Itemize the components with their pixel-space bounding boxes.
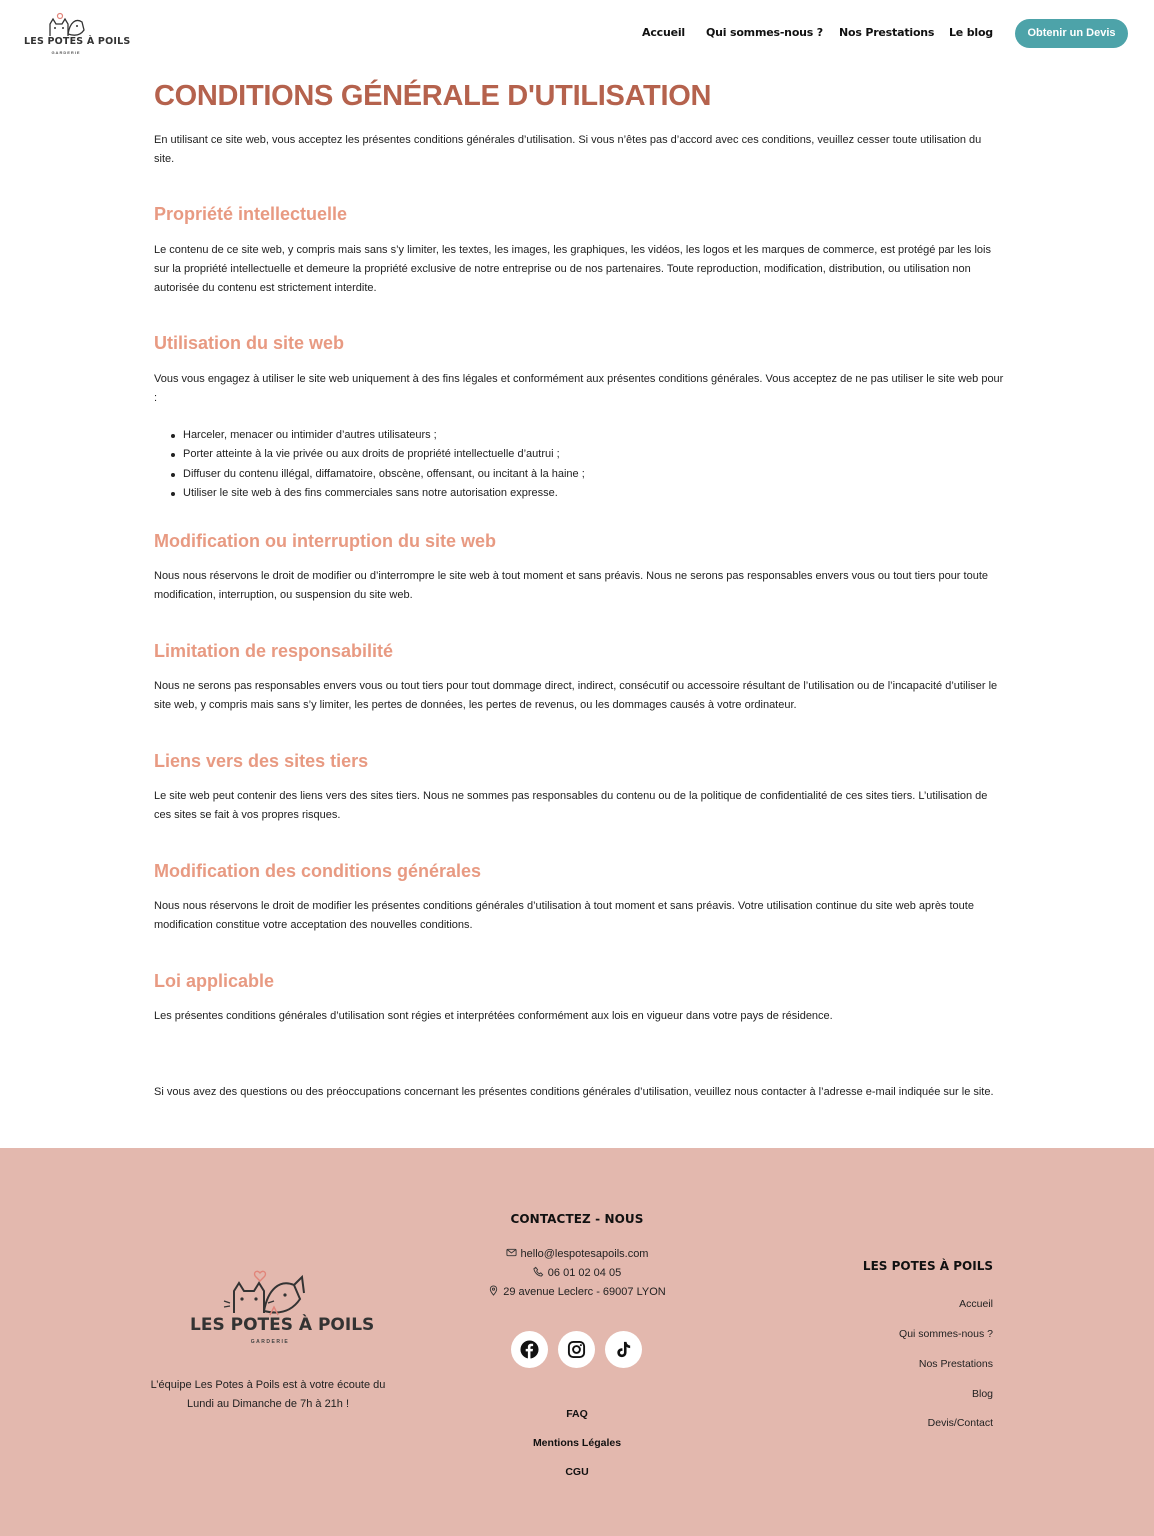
intro-paragraph: En utilisant ce site web, vous acceptez les présentes conditions générales d’utilisation. Si vous n’êtes pas d’accord avec ces conditions, veuillez cesser toute utilisation du site. bbox=[154, 134, 982, 165]
site-header bbox=[0, 0, 1154, 70]
main-content bbox=[154, 78, 1004, 114]
section-paragraph: Vous vous engagez à utiliser le site web uniquement à des fins légales et conformément aux présentes conditions générales. Vous acceptez de ne pas utiliser le site web pour : bbox=[154, 373, 1004, 404]
nav-nos-prestations[interactable]: Nos Prestations bbox=[839, 26, 935, 39]
section-paragraph: Nous ne serons pas responsables envers vous ou tout tiers pour tout dommage direct, indirect, consécutif ou accessoire résultant de l’utilisation ou de l’incapacité d’utiliser le site web, y compris mais sans s’y limiter, les pertes de données, les pertes de revenus, ou les dommages causés à votre ordinateur. bbox=[154, 680, 998, 711]
footer-link-faq[interactable]: FAQ bbox=[566, 1408, 588, 1420]
section-heading: Modification ou interruption du site web bbox=[154, 531, 496, 551]
contact-title: CONTACTEZ - NOUS bbox=[510, 1212, 644, 1226]
section-paragraph: Le site web peut contenir des liens vers des sites tiers. Nous ne sommes pas responsables du contenu ou de la politique de confidentialité de ces sites tiers. L’utilisation de ces sites se fait à vos propres risques. bbox=[154, 790, 988, 821]
contact-email[interactable] bbox=[427, 1247, 727, 1260]
nav-qui-sommes-nous[interactable]: Qui sommes-nous ? bbox=[706, 26, 823, 39]
page-title: CONDITIONS GÉNÉRALE D'UTILISATION bbox=[154, 80, 712, 112]
footer-link-cgu[interactable]: CGU bbox=[565, 1466, 589, 1478]
section-heading: Limitation de responsabilité bbox=[154, 641, 394, 661]
list-item: Harceler, menacer ou intimider d’autres utilisateurs ; bbox=[183, 426, 1003, 445]
footer-link-blog[interactable]: Blog bbox=[971, 1388, 993, 1400]
nav-accueil[interactable]: Accueil bbox=[642, 26, 685, 39]
contact-address-text: 29 avenue Leclerc - 69007 LYON bbox=[503, 1286, 666, 1298]
footer-logo-subtitle: GARDERIE bbox=[250, 1339, 290, 1345]
section-heading: Utilisation du site web bbox=[154, 333, 345, 353]
contact-phone-text: 06 01 02 04 05 bbox=[547, 1267, 622, 1279]
section-paragraph: Les présentes conditions générales d’utilisation sont régies et interprétées conformément aux lois en vigueur dans votre pays de résidence. bbox=[154, 1010, 833, 1022]
bullet-list bbox=[183, 426, 1003, 503]
footer-link-mentions-legales[interactable]: Mentions Légales bbox=[532, 1437, 622, 1449]
mail-icon bbox=[506, 1247, 517, 1258]
quote-button[interactable]: Obtenir un Devis bbox=[1015, 19, 1128, 48]
facebook-icon bbox=[520, 1340, 539, 1359]
footer-right-title: LES POTES À POILS bbox=[862, 1259, 993, 1273]
footer-link-devis-contact[interactable]: Devis/Contact bbox=[927, 1417, 993, 1429]
section-heading: Liens vers des sites tiers bbox=[154, 751, 369, 771]
tiktok-icon bbox=[614, 1340, 633, 1359]
logo-subtitle: GARDERIE bbox=[51, 50, 81, 55]
tiktok-link[interactable] bbox=[605, 1331, 642, 1368]
logo-text: LES POTES À POILS bbox=[24, 36, 131, 47]
footer-logo[interactable] bbox=[190, 1263, 375, 1353]
section-paragraph: Le contenu de ce site web, y compris mais sans s’y limiter, les textes, les images, les graphiques, les vidéos, les logos et les marques de commerce, est protégé par les lois sur la propriété intellectuelle et demeure la propriété exclusive de notre entreprise ou de nos partenaires. Toute reproduction, modification, distribution, ou utilisation non autorisée du contenu est strictement interdite. bbox=[154, 244, 991, 294]
footer-logo-text: LES POTES À POILS bbox=[190, 1315, 375, 1335]
location-pin-icon bbox=[488, 1285, 499, 1296]
section-heading: Loi applicable bbox=[154, 971, 275, 991]
outro-paragraph: Si vous avez des questions ou des préoccupations concernant les présentes conditions générales d’utilisation, veuillez nous contacter à l’adresse e-mail indiquée sur le site. bbox=[154, 1086, 994, 1098]
footer-link-nos-prestations[interactable]: Nos Prestations bbox=[918, 1358, 993, 1370]
footer-about: L’équipe Les Potes à Poils est à votre écoute du Lundi au Dimanche de 7h à 21h ! bbox=[150, 1379, 386, 1410]
footer-link-accueil[interactable]: Accueil bbox=[959, 1298, 993, 1310]
nav-le-blog[interactable]: Le blog bbox=[949, 26, 993, 39]
list-item: Utiliser le site web à des fins commerciales sans notre autorisation expresse. bbox=[183, 484, 1003, 503]
list-item: Porter atteinte à la vie privée ou aux droits de propriété intellectuelle d’autrui ; bbox=[183, 445, 1003, 464]
section-heading: Modification des conditions générales bbox=[154, 861, 482, 881]
site-logo[interactable] bbox=[24, 10, 131, 58]
cat-dog-logo-icon bbox=[190, 1263, 350, 1319]
phone-icon bbox=[533, 1266, 544, 1277]
site-footer bbox=[0, 1148, 1154, 1536]
footer-link-qui-sommes-nous[interactable]: Qui sommes-nous ? bbox=[899, 1328, 993, 1340]
contact-email-text: hello@lespotesapoils.com bbox=[520, 1248, 649, 1260]
section-heading: Propriété intellectuelle bbox=[154, 204, 348, 224]
facebook-link[interactable] bbox=[511, 1331, 548, 1368]
instagram-icon bbox=[567, 1340, 586, 1359]
contact-phone[interactable] bbox=[427, 1266, 727, 1279]
section-paragraph: Nous nous réservons le droit de modifier les présentes conditions générales d’utilisation à tout moment et sans préavis. Votre utilisation continue du site web après toute modification constitue votre acceptation des nouvelles conditions. bbox=[154, 900, 974, 931]
instagram-link[interactable] bbox=[558, 1331, 595, 1368]
section-paragraph: Nous nous réservons le droit de modifier ou d’interrompre le site web à tout moment et sans préavis. Nous ne serons pas responsables envers vous ou tout tiers pour toute modification, interruption, ou suspension du site web. bbox=[154, 570, 988, 601]
contact-address bbox=[427, 1285, 727, 1298]
list-item: Diffuser du contenu illégal, diffamatoire, obscène, offensant, ou incitant à la haine ; bbox=[183, 465, 1003, 484]
